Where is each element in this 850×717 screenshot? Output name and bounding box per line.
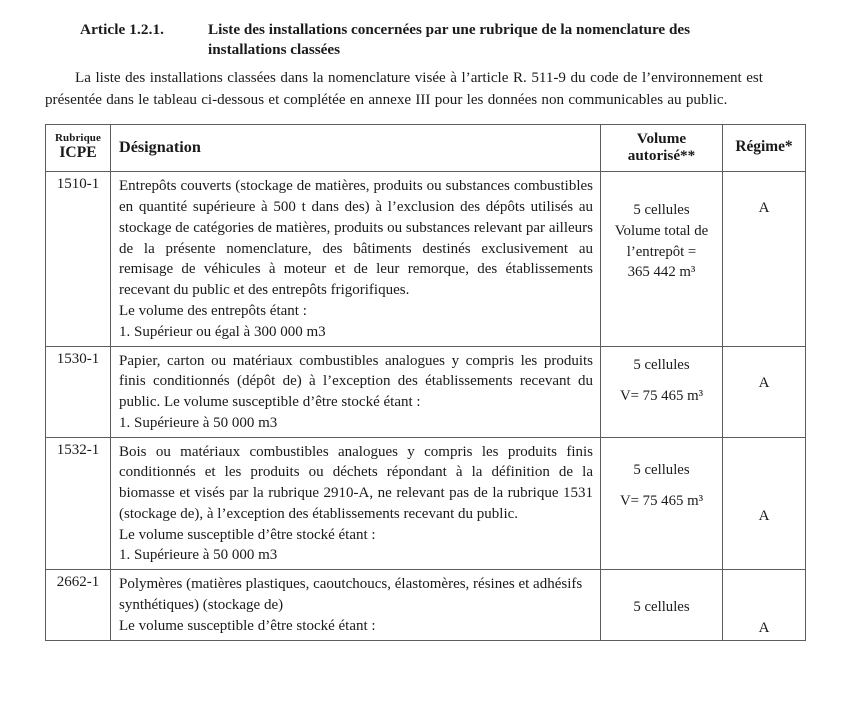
table-row xyxy=(46,346,806,437)
cell-regime: A xyxy=(723,346,806,437)
volume-spacer xyxy=(604,375,719,386)
designation-paragraph: Polymères (matières plastiques, caoutchoucs, élastomères, résines et adhésifs synthétiques) (stockage de) xyxy=(119,576,583,613)
designation-paragraph: Le volume susceptible d’être stocké étant : xyxy=(119,526,376,543)
column-header-rubrique-label: Rubrique xyxy=(54,132,102,145)
cell-volume-autorise xyxy=(601,570,723,641)
cell-designation xyxy=(111,172,601,346)
column-header-volume-line2: autorisé** xyxy=(627,147,696,165)
cell-designation xyxy=(111,570,601,641)
table-header-row xyxy=(46,124,806,172)
designation-paragraph: 1. Supérieure à 50 000 m3 xyxy=(119,547,278,564)
volume-line: 5 cellules xyxy=(633,599,690,616)
volume-line: l’entrepôt = xyxy=(626,243,697,260)
column-header-designation: Désignation xyxy=(111,124,601,172)
designation-paragraph: 1. Supérieur ou égal à 300 000 m3 xyxy=(119,323,326,340)
volume-line: V= 75 465 m³ xyxy=(619,388,704,405)
table-row xyxy=(46,437,806,570)
volume-line: 365 442 m³ xyxy=(627,264,696,281)
cell-rubrique: 1532-1 xyxy=(46,437,111,570)
article-heading xyxy=(45,20,805,60)
designation-paragraph: Papier, carton ou matériaux combustibles analogues y compris les produits finis conditionnés (dépôt de) à l’exception des établissements recevant du public. Le volume susceptible d’être stocké étant : xyxy=(119,352,593,411)
cell-regime: A xyxy=(723,172,806,346)
cell-designation xyxy=(111,346,601,437)
table-row xyxy=(46,172,806,346)
designation-paragraph: 1. Supérieure à 50 000 m3 xyxy=(119,414,278,431)
designation-paragraph: Entrepôts couverts (stockage de matières, produits ou substances combustibles en quantité supérieure à 500 t dans des) à l’exclusion des dépôts utilisés au stockage de catégories de matières, produits ou substances relevant par ailleurs de la présente nomenclature, des bâtiments destinés exclusivement au remisage de véhicules à moteur et de leur remorque, des établissements recevant du public et des entrepôts frigorifiques. xyxy=(119,178,593,299)
column-header-regime: Régime* xyxy=(723,124,806,172)
column-header-volume-line1: Volume xyxy=(636,129,687,147)
column-header-volume-autorise xyxy=(601,124,723,172)
icpe-installations-table xyxy=(45,124,806,642)
table-body xyxy=(46,172,806,641)
cell-regime: A xyxy=(723,570,806,641)
volume-spacer xyxy=(604,480,719,491)
article-title: Liste des installations concernées par une rubrique de la nomenclature des installations classées xyxy=(208,21,691,59)
intro-paragraph: La liste des installations classées dans la nomenclature visée à l’article R. 511-9 du code de l’environnement est présentée dans le tableau ci-dessous et complétée en annexe III pour les données non communicables au public. xyxy=(45,70,763,109)
volume-line: 5 cellules xyxy=(633,202,690,219)
cell-volume-autorise xyxy=(601,346,723,437)
cell-rubrique: 1530-1 xyxy=(46,346,111,437)
volume-line: V= 75 465 m³ xyxy=(619,493,704,510)
cell-designation xyxy=(111,437,601,570)
volume-line: Volume total de xyxy=(614,223,709,240)
cell-rubrique: 2662-1 xyxy=(46,570,111,641)
volume-line: 5 cellules xyxy=(633,461,690,478)
cell-regime: A xyxy=(723,437,806,570)
column-header-icpe-label: ICPE xyxy=(59,144,97,162)
designation-paragraph: Le volume susceptible d’être stocké étant : xyxy=(119,617,376,634)
designation-paragraph: Bois ou matériaux combustibles analogues y compris les produits finis conditionnés et les produits ou déchets répondant à la définition de la biomasse et visés par la rubrique 2910-A, ne relevant pas de la rubrique 1531 (stockage de), à l’exception des établissements recevant du public. xyxy=(119,443,593,522)
cell-rubrique: 1510-1 xyxy=(46,172,111,346)
volume-line: 5 cellules xyxy=(633,356,690,373)
designation-paragraph: Le volume des entrepôts étant : xyxy=(119,302,307,319)
column-header-rubrique-icpe xyxy=(46,124,111,172)
cell-volume-autorise xyxy=(601,172,723,346)
cell-volume-autorise xyxy=(601,437,723,570)
table-row xyxy=(46,570,806,641)
table-header xyxy=(46,124,806,172)
article-number: Article 1.2.1. xyxy=(80,21,165,38)
